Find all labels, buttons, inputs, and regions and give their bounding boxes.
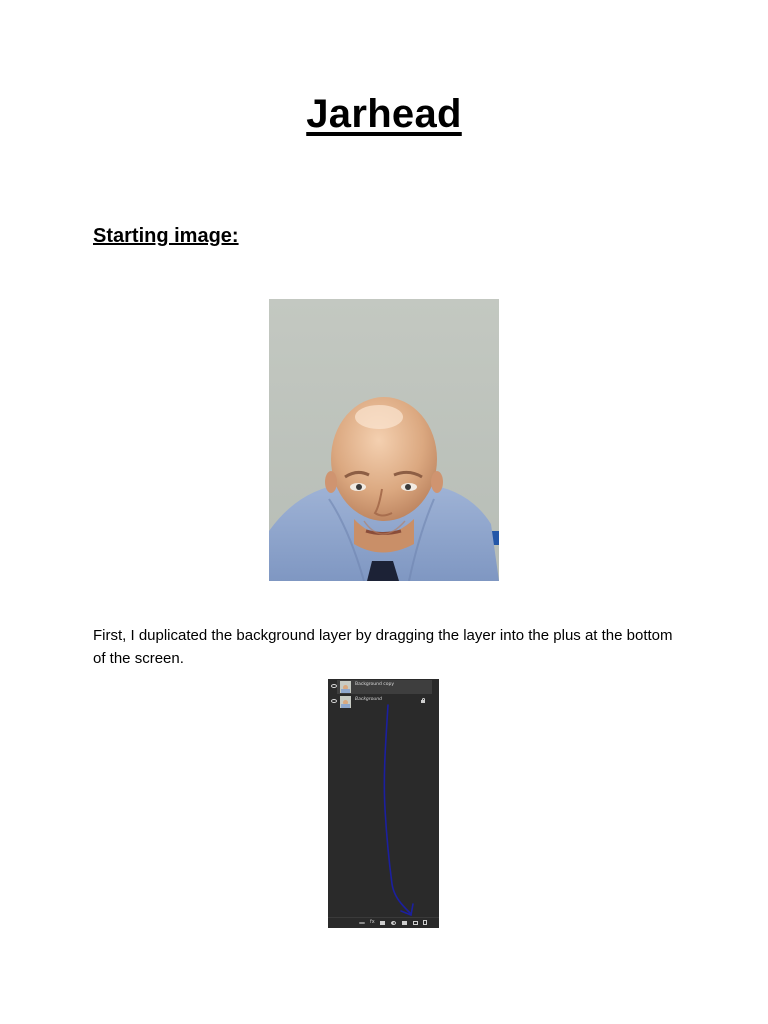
fx-icon: fx bbox=[370, 919, 375, 925]
layers-panel-toolbar bbox=[328, 917, 439, 928]
trash-icon bbox=[423, 920, 427, 925]
drag-arrow-annotation bbox=[328, 679, 439, 928]
new-layer-plus-icon bbox=[413, 921, 418, 925]
add-mask-icon bbox=[380, 921, 385, 925]
bald-man-photo bbox=[269, 299, 499, 581]
starting-image-photo bbox=[269, 299, 499, 581]
folder-icon bbox=[402, 921, 407, 925]
adjustment-layer-icon bbox=[391, 921, 396, 925]
instruction-paragraph: First, I duplicated the background layer by dragging the layer into the plus at the bottom of the screen. bbox=[93, 627, 673, 667]
layers-panel-screenshot bbox=[328, 679, 439, 928]
document-title: Jarhead bbox=[306, 92, 462, 136]
link-layers-icon bbox=[359, 922, 365, 924]
section-heading: Starting image: bbox=[93, 225, 239, 247]
layer-name: Background bbox=[355, 697, 382, 702]
layer-name: Background copy bbox=[355, 682, 395, 687]
